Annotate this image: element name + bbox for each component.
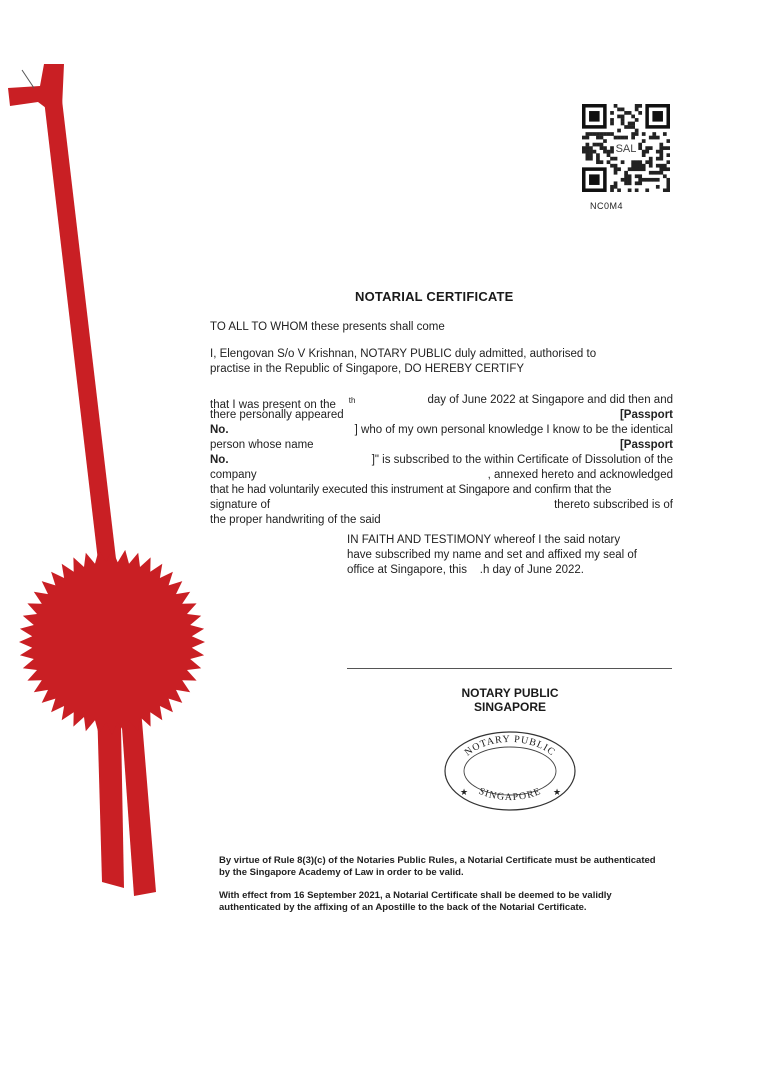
footer-note-rule: By virtue of Rule 8(3)(c) of the Notaries Public Rules, a Notarial Certificate must be authenticated by the Singapore Academy of Law in order to be valid.: [219, 855, 656, 878]
qr-module: [659, 167, 663, 171]
qr-module: [610, 118, 614, 122]
qr-module: [596, 153, 600, 157]
qr-module: [624, 171, 628, 175]
qr-module: [631, 115, 635, 119]
qr-module: [621, 178, 625, 182]
qr-module: [638, 174, 642, 178]
qr-module: [631, 125, 635, 129]
qr-module: [614, 136, 618, 140]
qr-module: [628, 122, 632, 126]
qr-module: [638, 167, 642, 171]
qr-module: [582, 146, 586, 150]
qr-module: [589, 132, 593, 136]
qr-module: [649, 157, 653, 161]
qr-module: [589, 153, 593, 157]
qr-module: [607, 132, 611, 136]
qr-module: [589, 146, 593, 150]
qr-module: [593, 143, 597, 147]
stamp-inner-ring: [464, 747, 556, 795]
qr-module: [663, 174, 667, 178]
qr-module: [652, 171, 656, 175]
qr-module: [610, 164, 614, 168]
qr-module: [659, 157, 663, 161]
qr-module: [645, 150, 649, 154]
qr-module: [624, 178, 628, 182]
qr-module: [652, 136, 656, 140]
qr-module: [663, 146, 667, 150]
intro-line-1: I, Elengovan S/o V Krishnan, NOTARY PUBLIC duly admitted, authorised to: [210, 348, 597, 360]
qr-finder-pattern: [589, 174, 600, 185]
qr-module: [635, 160, 639, 164]
notary-block: [440, 686, 580, 714]
qr-module: [642, 164, 646, 168]
qr-module: [635, 118, 639, 122]
notary-title: NOTARY PUBLIC: [461, 686, 559, 700]
qr-module: [610, 132, 614, 136]
body-line-9: the proper handwriting of the said: [210, 514, 381, 526]
body-line-8: signature of thereto subscribed is of: [210, 499, 673, 511]
qr-module: [656, 164, 660, 168]
qr-module: [600, 143, 604, 147]
qr-module: [582, 136, 586, 140]
qr-module: [631, 122, 635, 126]
qr-module: [596, 136, 600, 140]
qr-module: [635, 104, 639, 108]
testimony-line-1: IN FAITH AND TESTIMONY whereof I the said notary: [347, 534, 621, 546]
qr-module: [624, 181, 628, 185]
qr-module: [642, 132, 646, 136]
qr-module: [596, 132, 600, 136]
qr-module: [656, 136, 660, 140]
qr-module: [642, 167, 646, 171]
qr-module: [652, 178, 656, 182]
qr-module: [628, 125, 632, 129]
notary-stamp: [443, 730, 577, 812]
qr-module: [638, 104, 642, 108]
qr-module: [638, 178, 642, 182]
qr-module: [631, 164, 635, 168]
qr-module: [666, 160, 670, 164]
qr-module: [638, 146, 642, 150]
qr-module: [659, 153, 663, 157]
qr-module: [610, 122, 614, 126]
qr-module: [624, 111, 628, 115]
qr-module: [652, 132, 656, 136]
qr-module: [656, 178, 660, 182]
qr-module: [635, 174, 639, 178]
testimony-line-3: office at Singapore, this .h day of June 2022.: [347, 564, 584, 576]
qr-module: [645, 160, 649, 164]
page-title: NOTARIAL CERTIFICATE: [355, 289, 514, 304]
qr-module: [600, 132, 604, 136]
qr-module: [635, 108, 639, 112]
qr-module: [603, 139, 607, 143]
qr-module: [603, 150, 607, 154]
salutation: TO ALL TO WHOM these presents shall come: [210, 321, 445, 333]
qr-module: [649, 136, 653, 140]
qr-module: [617, 129, 621, 133]
qr-module: [589, 150, 593, 154]
qr-module: [642, 153, 646, 157]
qr-module: [656, 171, 660, 175]
qr-module: [649, 178, 653, 182]
qr-module: [628, 178, 632, 182]
qr-module: [624, 125, 628, 129]
certification-paragraph: [210, 393, 673, 528]
qr-module: [614, 171, 618, 175]
stamp-star-left-icon: ★: [460, 787, 469, 797]
qr-reference-code: NC0M4: [590, 201, 624, 211]
qr-module: [600, 146, 604, 150]
qr-module: [614, 167, 618, 171]
qr-module: [663, 164, 667, 168]
qr-module: [656, 185, 660, 189]
qr-module: [666, 153, 670, 157]
qr-module: [635, 129, 639, 133]
qr-module: [586, 143, 590, 147]
qr-module: [607, 150, 611, 154]
qr-module: [586, 150, 590, 154]
qr-module: [617, 167, 621, 171]
qr-module: [593, 132, 597, 136]
qr-module: [635, 167, 639, 171]
qr-module: [628, 167, 632, 171]
qr-module: [663, 188, 667, 192]
qr-module: [624, 174, 628, 178]
qr-module: [607, 153, 611, 157]
qr-module: [638, 164, 642, 168]
qr-module: [586, 157, 590, 161]
qr-module: [603, 132, 607, 136]
qr-module: [635, 132, 639, 136]
body-line-2: there personally appeared [Passport: [210, 409, 673, 421]
testimony-paragraph: [347, 533, 673, 578]
qr-module: [586, 136, 590, 140]
qr-code: [582, 104, 670, 192]
qr-module: [666, 167, 670, 171]
qr-module: [666, 178, 670, 182]
qr-module: [659, 150, 663, 154]
qr-module: [638, 160, 642, 164]
qr-module: [659, 164, 663, 168]
qr-module: [649, 146, 653, 150]
qr-module: [586, 132, 590, 136]
qr-module: [656, 150, 660, 154]
intro-line-2: practise in the Republic of Singapore, DO HEREBY CERTIFY: [210, 363, 525, 375]
qr-module: [645, 188, 649, 192]
qr-module: [624, 136, 628, 140]
notary-location: SINGAPORE: [473, 700, 546, 714]
qr-module: [659, 171, 663, 175]
qr-module: [635, 188, 639, 192]
qr-module: [666, 181, 670, 185]
qr-module: [659, 143, 663, 147]
qr-module: [614, 181, 618, 185]
qr-finder-pattern: [589, 111, 600, 122]
qr-module: [628, 174, 632, 178]
qr-module: [666, 139, 670, 143]
qr-module: [621, 122, 625, 126]
qr-module: [642, 178, 646, 182]
qr-module: [600, 136, 604, 140]
footer-note-apostille: With effect from 16 September 2021, a Notarial Certificate shall be deemed to be validly authenticated by the affixing of an Apostille to the back of the Notarial Certificate.: [219, 890, 612, 913]
qr-module: [628, 188, 632, 192]
qr-module: [621, 160, 625, 164]
qr-module: [649, 171, 653, 175]
body-line-4: person whose name [Passport: [210, 439, 673, 451]
qr-module: [666, 146, 670, 150]
body-line-3: No. ] who of my own personal knowledge I know to be the identical: [210, 424, 673, 436]
qr-module: [635, 164, 639, 168]
qr-module: [593, 150, 597, 154]
qr-module: [635, 181, 639, 185]
qr-module: [663, 167, 667, 171]
qr-module: [610, 150, 614, 154]
body-line-1: that I was present on the $^{th}$ day of June 2022 at Singapore and did then and: [210, 394, 673, 411]
qr-module: [596, 157, 600, 161]
qr-module: [596, 160, 600, 164]
qr-module: [610, 146, 614, 150]
qr-module: [656, 157, 660, 161]
qr-module: [659, 146, 663, 150]
qr-module: [628, 181, 632, 185]
qr-finder-pattern: [652, 111, 663, 122]
qr-module: [631, 167, 635, 171]
qr-overlay-text: SAL: [615, 143, 637, 155]
qr-module: [617, 108, 621, 112]
qr-module: [649, 164, 653, 168]
body-line-6: company , annexed hereto and acknowledged: [210, 469, 673, 481]
qr-module: [631, 160, 635, 164]
qr-module: [610, 188, 614, 192]
testimony-line-2: have subscribed my name and set and affixed my seal of: [347, 549, 638, 561]
qr-module: [586, 153, 590, 157]
qr-module: [603, 146, 607, 150]
qr-module: [614, 185, 618, 189]
qr-module: [610, 111, 614, 115]
qr-module: [642, 150, 646, 154]
qr-module: [617, 136, 621, 140]
body-line-5: No. ]" is subscribed to the within Certificate of Dissolution of the: [210, 454, 673, 466]
qr-module: [645, 146, 649, 150]
intro-paragraph: [210, 347, 655, 377]
qr-module: [649, 160, 653, 164]
qr-module: [596, 143, 600, 147]
qr-module: [614, 164, 618, 168]
qr-module: [631, 136, 635, 140]
qr-module: [666, 185, 670, 189]
qr-module: [621, 118, 625, 122]
ribbon-seal-graphic: [0, 0, 220, 920]
qr-module: [621, 115, 625, 119]
qr-module: [607, 160, 611, 164]
qr-module: [631, 132, 635, 136]
qr-module: [617, 188, 621, 192]
stamp-bottom-text: SINGAPORE: [477, 785, 543, 804]
qr-module: [638, 111, 642, 115]
ribbon-upper: [44, 100, 122, 612]
qr-module: [642, 139, 646, 143]
qr-module: [638, 181, 642, 185]
qr-module: [617, 115, 621, 119]
qr-module: [638, 143, 642, 147]
qr-module: [582, 150, 586, 154]
qr-module: [645, 178, 649, 182]
qr-module: [600, 160, 604, 164]
qr-module: [614, 157, 618, 161]
stamp-star-right-icon: ★: [553, 787, 562, 797]
qr-module: [610, 157, 614, 161]
qr-module: [589, 157, 593, 161]
qr-module: [628, 111, 632, 115]
body-line-7: that he had voluntarily executed this instrument at Singapore and confirm that the: [210, 484, 612, 496]
qr-module: [621, 136, 625, 140]
ribbon-corner-line: [22, 70, 34, 88]
qr-module: [586, 146, 590, 150]
qr-module: [610, 185, 614, 189]
qr-module: [621, 108, 625, 112]
qr-module: [666, 188, 670, 192]
stamp-top-text: NOTARY PUBLIC: [462, 733, 558, 759]
wax-seal: [19, 549, 205, 735]
signature-line: [347, 668, 672, 669]
qr-module: [663, 132, 667, 136]
qr-module: [614, 104, 618, 108]
